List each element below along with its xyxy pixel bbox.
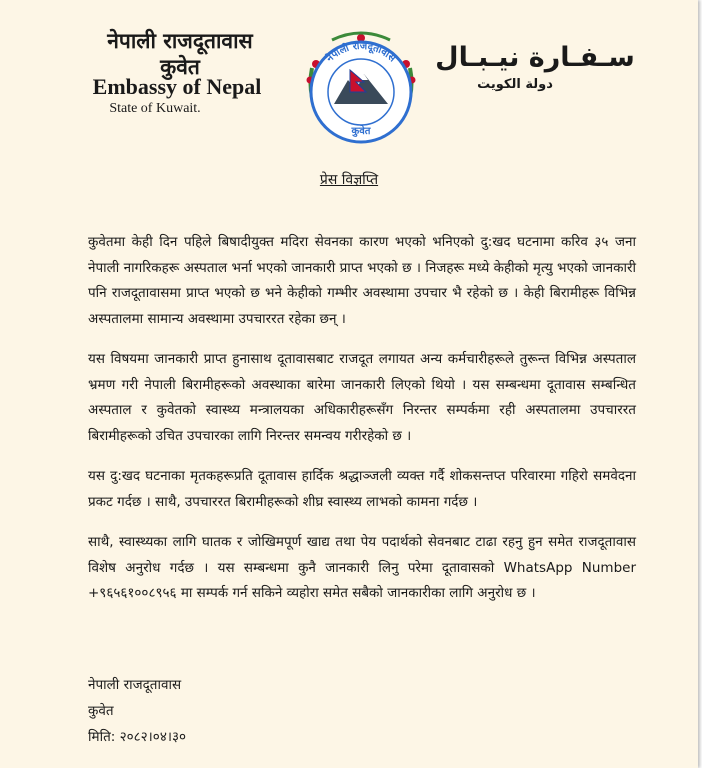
letterhead-nepali-name: नेपाली राजदूतावास	[107, 29, 253, 53]
signature-block	[88, 672, 186, 750]
seal-ring-text: नेपाली राजदूतावास	[324, 40, 398, 65]
signature-city: कुवेत	[88, 703, 114, 719]
signature-date: मिति: २०८२।०४।३०	[88, 729, 186, 745]
letterhead-arabic-state: دولة الكويت	[477, 77, 553, 92]
letterhead-arabic-name: سـفـارة نيـبـال	[435, 42, 635, 73]
press-release-title: प्रेस विज्ञप्ति	[319, 172, 379, 188]
letterhead-nepali	[100, 28, 260, 80]
letterhead-nepali-city: कुवेत	[160, 55, 200, 79]
press-release-body	[88, 230, 636, 622]
letterhead-arabic	[430, 40, 640, 94]
embassy-seal-icon	[302, 28, 420, 148]
paragraph-2: यस विषयमा जानकारी प्राप्त हुनासाथ दूतावासबाट राजदूत लगायत अन्य कर्मचारीहरूले तुरून्त विभिन्न अस्पताल भ्रमण गरी नेपाली बिरामीहरूको अवस्थाका बारेमा जानकारी लिएको थियो । यस सम्बन्धमा दूतावास सम्बन्धित अस्पताल र कुवेतको स्वास्थ्य मन्त्रालयका अधिकारीहरूसँग निरन्तर सम्पर्कमा रही अस्पतालमा उपचाररत बिरामीहरूको उचित उपचारका लागि निरन्तर समन्वय गरीरहेको छ ।	[88, 351, 636, 444]
signature-office: नेपाली राजदूतावास	[88, 677, 182, 693]
letterhead-english-state: State of Kuwait.	[109, 101, 201, 116]
letterhead-english	[62, 74, 292, 118]
letterhead-english-name: Embassy of Nepal	[92, 74, 262, 99]
paragraph-3: यस दु:खद घटनाका मृतकहरूप्रति दूतावास हार्दिक श्रद्धाञ्जली व्यक्त गर्दै शोकसन्तप्त परिवारमा गहिरो समवेदना प्रकट गर्दछ । साथै, उपचाररत बिरामीहरूको शीघ्र स्वास्थ्य लाभको कामना गर्दछ ।	[88, 468, 636, 510]
paragraph-1: कुवेतमा केही दिन पहिले बिषादीयुक्त मदिरा सेवनका कारण भएको भनिएको दु:खद घटनामा करिव ३५ जना नेपाली नागरिकहरू अस्पताल भर्ना भएको जानकारी प्राप्त भएको छ । निजहरू मध्ये केहीको मृत्यु भएको जानकारी पनि राजदूतावासमा प्राप्त भएको छ भने केहीको गम्भीर अवस्थामा उपचार भै रहेको छ । केही बिरामीहरू विभिन्न अस्पतालमा सामान्य अवस्थामा उपचाररत रहेका छन् ।	[88, 234, 636, 327]
seal-bottom-text: कुवेत	[351, 126, 371, 137]
paragraph-4: साथै, स्वास्थ्यका लागि घातक र जोखिमपूर्ण खाद्य तथा पेय पदार्थको सेवनबाट टाढा रहनु हुन समेत राजदूतावास विशेष अनुरोध गर्दछ । यस सम्बन्धमा कुनै जानकारी लिनु परेमा दूतावासको WhatsApp Number +९६५६१००८९५६ मा सम्पर्क गर्न सकिने व्यहोरा समेत सबैको जानकारीका लागि अनुरोध छ ।	[88, 534, 636, 601]
